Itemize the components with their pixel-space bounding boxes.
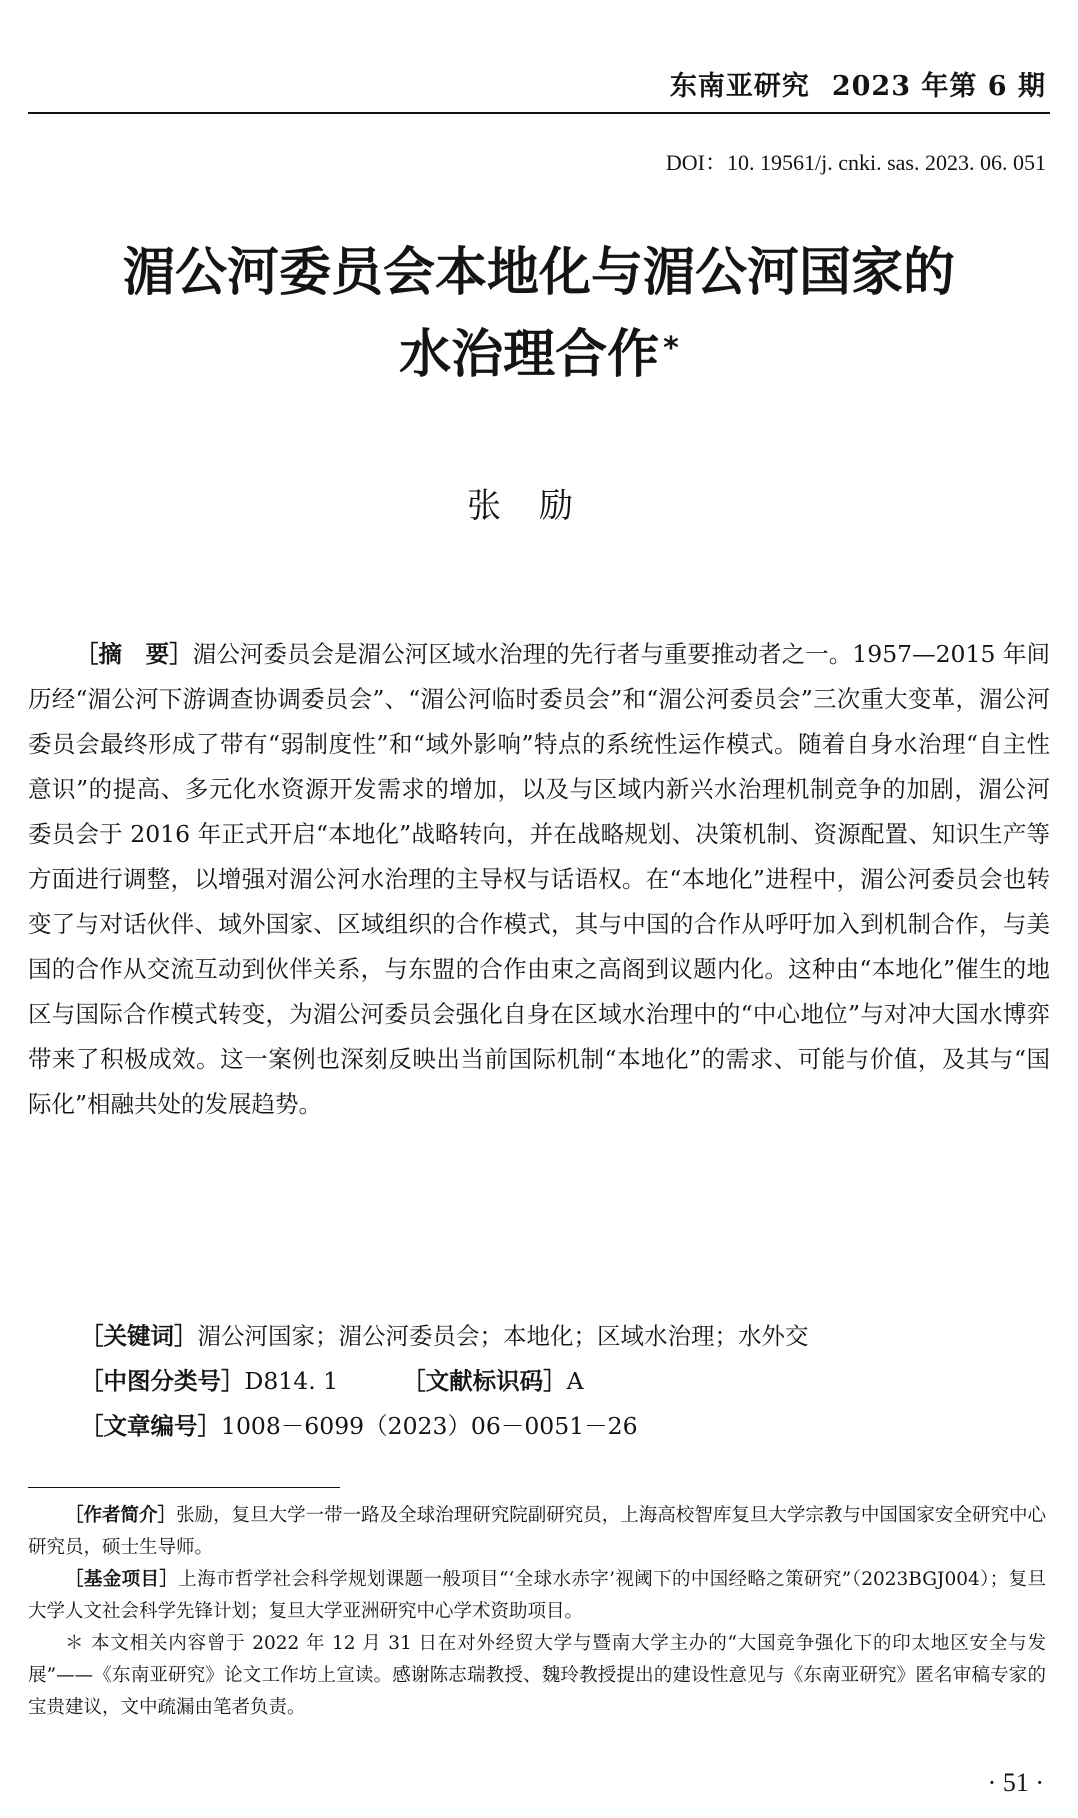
article-title <box>0 232 1078 396</box>
footnote-note <box>28 1628 1046 1724</box>
article-number <box>80 1404 1040 1449</box>
header-rule <box>28 112 1050 114</box>
doi[interactable]: DOI：10. 19561/j. cnki. sas. 2023. 06. 051 <box>665 150 1046 175</box>
footnotes <box>28 1500 1046 1724</box>
clc-value: D814. 1 <box>244 1367 339 1395</box>
fund-text: 上海市哲学社会科学规划课题一般项目“‘全球水赤字’视阈下的中国经略之策研究”（2023BGJ004）；复旦大学人文社会科学先锋计划；复旦大学亚洲研究中心学术资助项目。 <box>28 1569 1046 1622</box>
journal-name: 东南亚研究 <box>669 71 810 102</box>
keywords <box>80 1314 1040 1359</box>
keywords-label: ［关键词］ <box>80 1322 198 1350</box>
note-marker: ＊ <box>65 1633 85 1654</box>
title-footnote-marker[interactable]: * <box>663 331 679 366</box>
article-number-value: 1008－6099（2023）06－0051－26 <box>221 1412 638 1440</box>
doc-code-value: A <box>566 1367 584 1395</box>
author-name: 张励 <box>467 486 611 526</box>
footnote-author <box>28 1500 1046 1564</box>
author-bio-label: ［作者简介］ <box>65 1505 177 1526</box>
keywords-text: 湄公河国家；湄公河委员会；本地化；区域水治理；水外交 <box>197 1322 809 1350</box>
clc-label: ［中图分类号］ <box>80 1367 245 1395</box>
fund-label: ［基金项目］ <box>65 1569 179 1590</box>
title-line-2 <box>0 314 1078 396</box>
author-bio-text: 张励，复旦大学一带一路及全球治理研究院副研究员，上海高校智库复旦大学宗教与中国国家安全研究中心研究员，硕士生导师。 <box>28 1505 1046 1558</box>
issue-number: 2023 年第 6 期 <box>831 71 1046 102</box>
abstract <box>28 632 1050 1127</box>
note-text: 本文相关内容曾于 2022 年 12 月 31 日在对外经贸大学与暨南大学主办的“大国竞争强化下的印太地区安全与发展”——《东南亚研究》论文工作坊上宣读。感谢陈志瑞教授、魏玲教授提出的建设性意见与《东南亚研究》匿名审稿专家的宝贵建议，文中疏漏由笔者负责。 <box>28 1633 1046 1718</box>
abstract-label: ［摘 要］ <box>75 640 193 668</box>
running-header <box>670 64 1046 103</box>
abstract-text: 湄公河委员会是湄公河区域水治理的先行者与重要推动者之一。1957—2015 年间历经“湄公河下游调查协调委员会”、“湄公河临时委员会”和“湄公河委员会”三次重大变革，湄公河委员会最终形成了带有“弱制度性”和“域外影响”特点的系统性运作模式。随着自身水治理“自主性意识”的提高、多元化水资源开发需求的增加，以及与区域内新兴水治理机制竞争的加剧，湄公河委员会于 2016 年正式开启“本地化”战略转向，并在战略规划、决策机制、资源配置、知识生产等方面进行调整，以增强对湄公河水治理的主导权与话语权。在“本地化”进程中，湄公河委员会也转变了与对话伙伴、域外国家、区域组织的合作模式，其与中国的合作从呼吁加入到机制合作，与美国的合作从交流互动到伙伴关系，与东盟的合作由束之高阁到议题内化。这种由“本地化”催生的地区与国际合作模式转变，为湄公河委员会强化自身在区域水治理中的“中心地位”与对冲大国水博弈带来了积极成效。这一案例也深刻反映出当前国际机制“本地化”的需求、可能与价值，及其与“国际化”相融共处的发展趋势。 <box>28 640 1050 1118</box>
classification <box>80 1359 1040 1404</box>
article-number-label: ［文章编号］ <box>80 1412 221 1440</box>
doc-code-label: ［文献标识码］ <box>402 1367 567 1395</box>
title-line-1: 湄公河委员会本地化与湄公河国家的 <box>122 243 955 303</box>
page-number: · 51 · <box>987 1768 1044 1797</box>
footnote-rule <box>28 1487 340 1488</box>
footnote-fund <box>28 1564 1046 1628</box>
title-line-2-text: 水治理合作 <box>399 325 660 385</box>
